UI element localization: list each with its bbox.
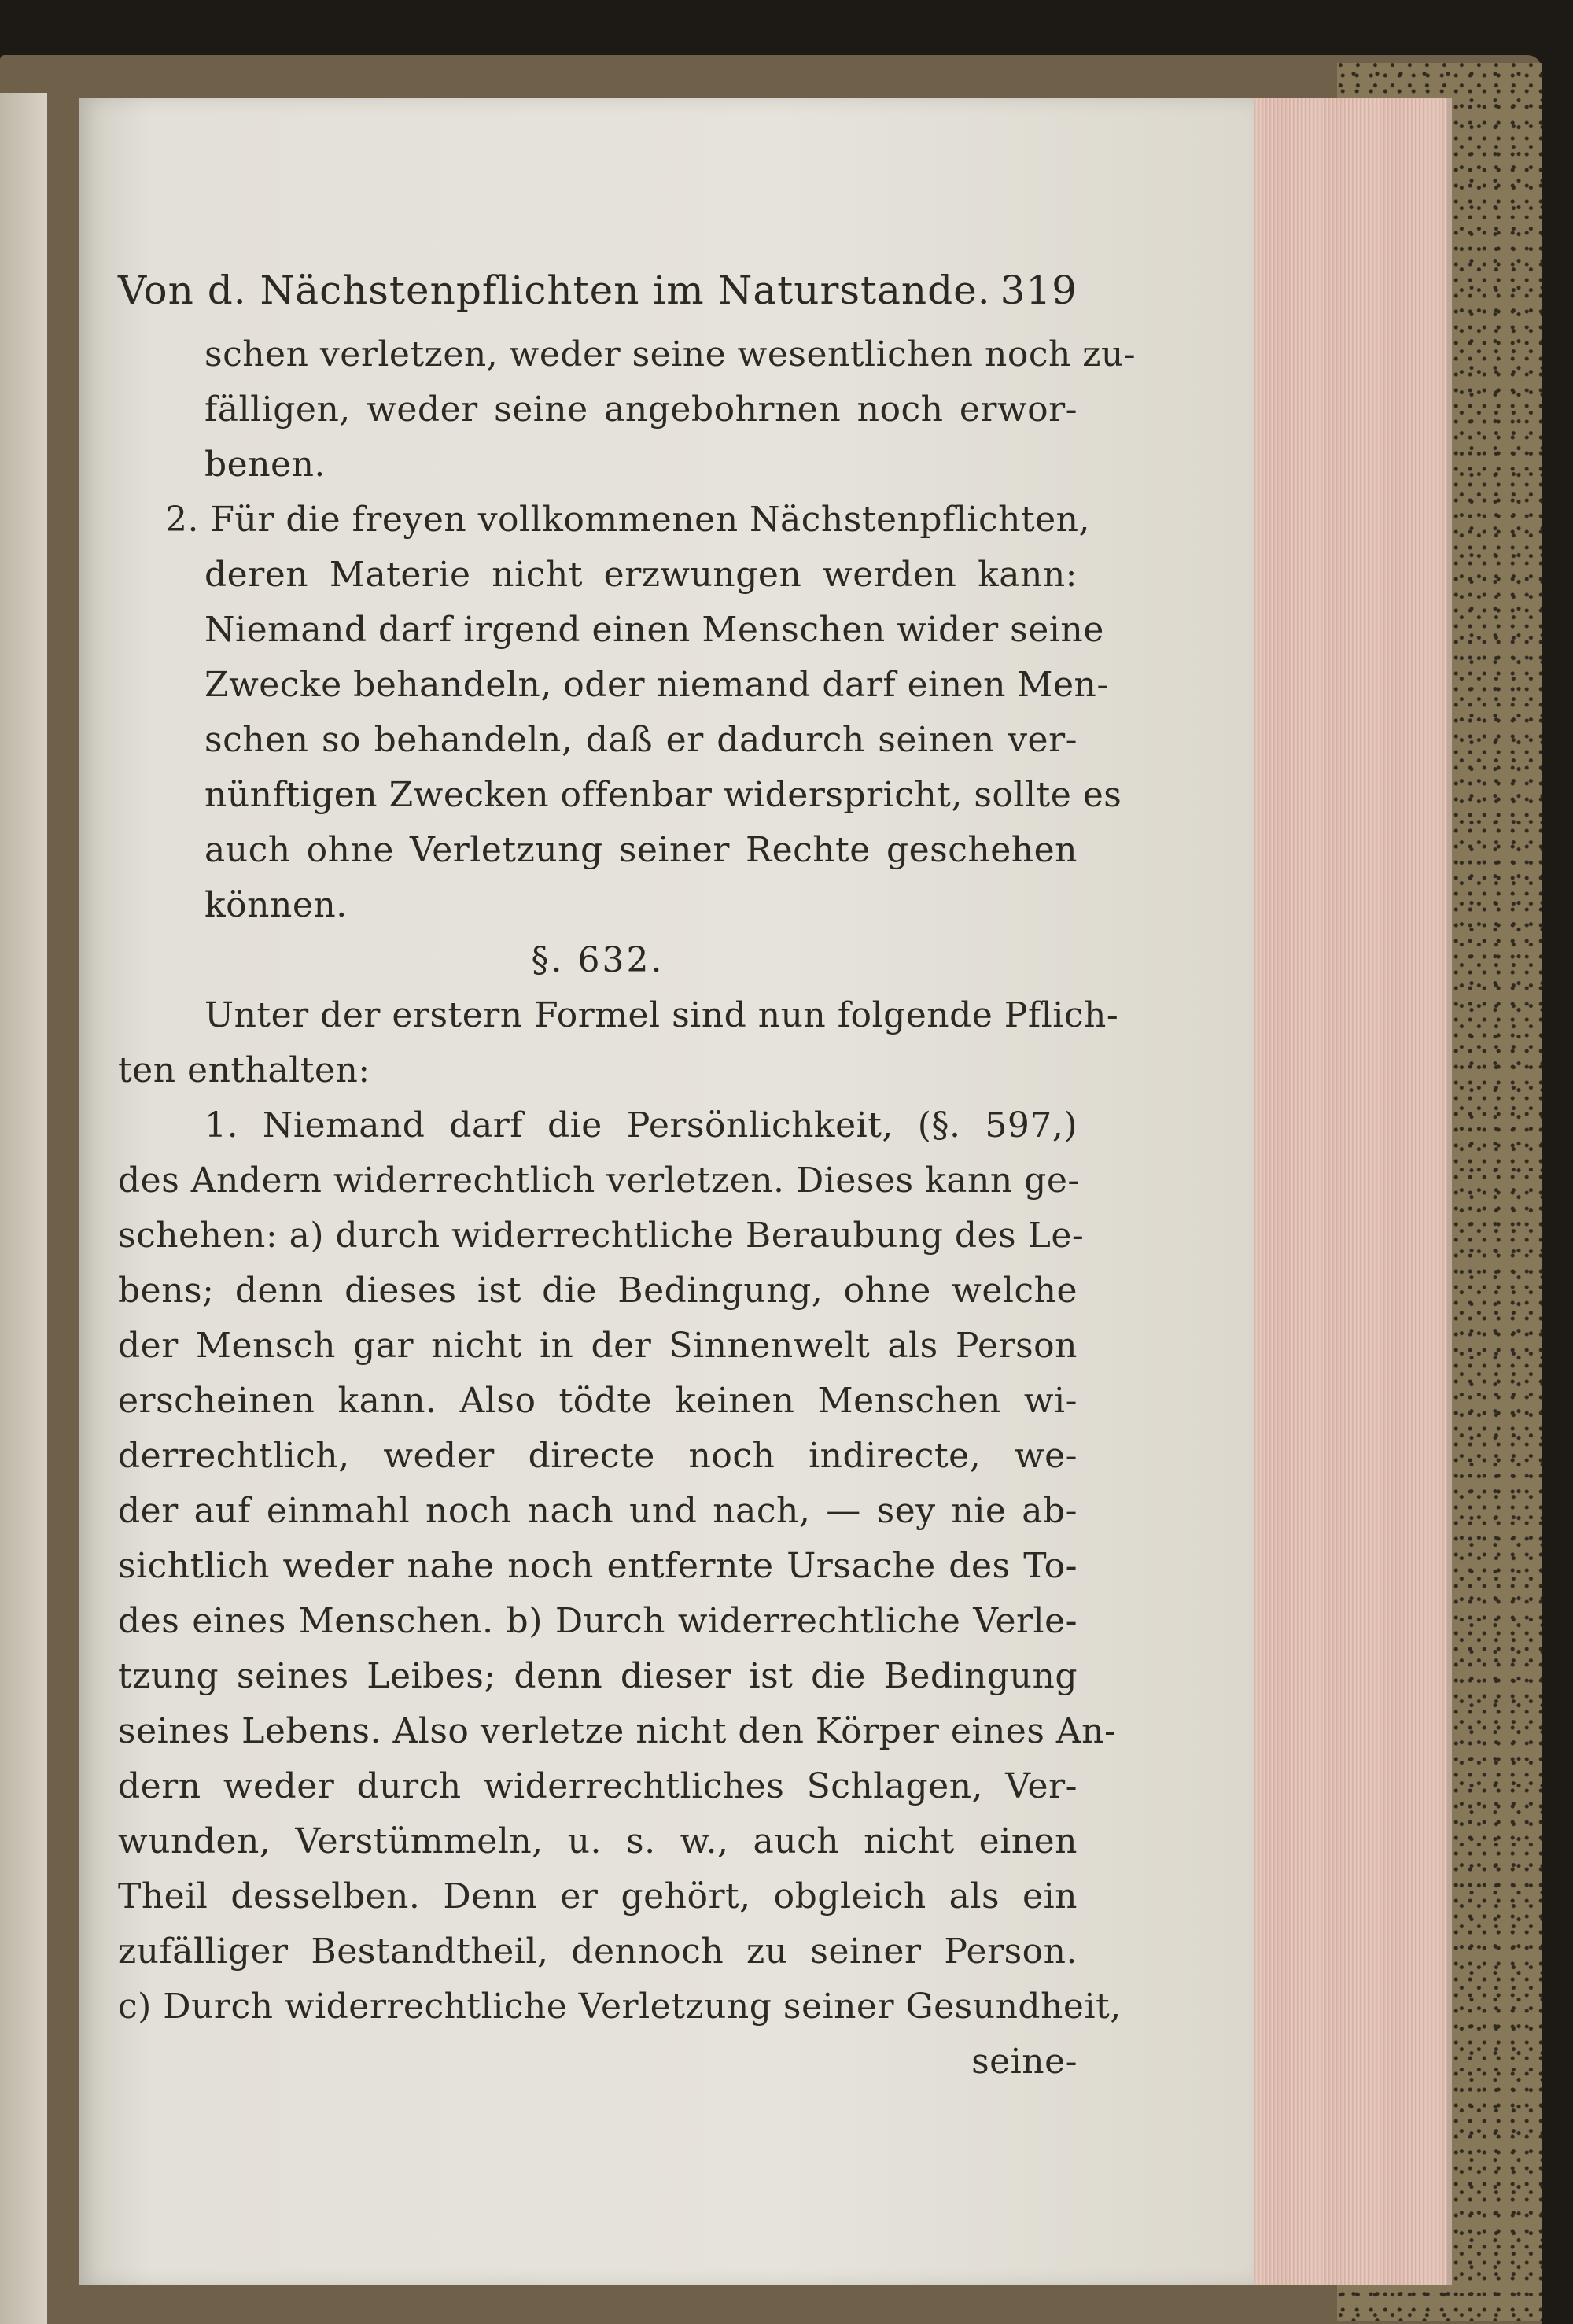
text-line: Unter der erstern Formel sind nun folgende Pflich- bbox=[204, 995, 1119, 1035]
text-line: ten enthalten: bbox=[118, 1050, 370, 1090]
text-line: 2. Für die freyen vollkommenen Nächstenpflichten, bbox=[165, 500, 1090, 540]
text-line: des Andern widerrechtlich verletzen. Dieses kann ge- bbox=[118, 1160, 1080, 1201]
running-header-title: Von d. Nächstenpflichten im Naturstande. bbox=[118, 267, 991, 313]
text-line: schehen: a) durch widerrechtliche Beraubung des Le- bbox=[118, 1215, 1085, 1256]
text-line: sichtlich weder nahe noch entfernte Ursache des To- bbox=[118, 1546, 1078, 1586]
text-line: Zwecke behandeln, oder niemand darf einen Men- bbox=[204, 665, 1109, 705]
text-line: derrechtlich, weder directe noch indirecte, we- bbox=[118, 1436, 1078, 1476]
text-line: Niemand darf irgend einen Menschen wider seine bbox=[204, 610, 1104, 650]
text-line: deren Materie nicht erzwungen werden kann: bbox=[204, 555, 1078, 595]
text-line: tzung seines Leibes; denn dieser ist die Bedingung bbox=[118, 1656, 1078, 1696]
page-number: 319 bbox=[1000, 267, 1078, 313]
catchword: seine- bbox=[971, 2042, 1078, 2082]
facing-page-edge bbox=[0, 93, 47, 2324]
text-line: wunden, Verstümmeln, u. s. w., auch nicht einen bbox=[118, 1821, 1078, 1861]
text-line: schen so behandeln, daß er dadurch seinen ver- bbox=[204, 720, 1078, 760]
text-line: des eines Menschen. b) Durch widerrechtliche Verle- bbox=[118, 1601, 1078, 1641]
page-text-block bbox=[118, 267, 1136, 2090]
text-line: seines Lebens. Also verletze nicht den Körper eines An- bbox=[118, 1711, 1117, 1751]
text-line: können. bbox=[204, 885, 348, 925]
text-line: benen. bbox=[204, 445, 326, 485]
text-line: zufälliger Bestandtheil, dennoch zu seiner Person. bbox=[118, 1931, 1078, 1972]
running-header bbox=[118, 267, 1078, 313]
text-line: fälligen, weder seine angebohrnen noch erwor- bbox=[204, 389, 1078, 430]
text-line: schen verletzen, weder seine wesentlichen noch zu- bbox=[204, 334, 1136, 374]
text-line: Theil desselben. Denn er gehört, obgleich als ein bbox=[118, 1876, 1078, 1916]
text-line: c) Durch widerrechtliche Verletzung seiner Gesundheit, bbox=[118, 1986, 1122, 2027]
text-line: der Mensch gar nicht in der Sinnenwelt als Person bbox=[118, 1326, 1078, 1366]
text-line: bens; denn dieses ist die Bedingung, ohne welche bbox=[118, 1271, 1078, 1311]
text-line: 1. Niemand darf die Persönlichkeit, (§. 597,) bbox=[204, 1105, 1078, 1145]
text-line: nünftigen Zwecken offenbar widerspricht, sollte es bbox=[204, 775, 1122, 815]
section-heading: §. 632. bbox=[531, 940, 665, 980]
text-line: dern weder durch widerrechtliches Schlagen, Ver- bbox=[118, 1766, 1078, 1806]
text-line: auch ohne Verletzung seiner Rechte geschehen bbox=[204, 830, 1078, 870]
text-line: erscheinen kann. Also tödte keinen Menschen wi- bbox=[118, 1381, 1078, 1421]
text-line: der auf einmahl noch nach und nach, — sey nie ab- bbox=[118, 1491, 1078, 1531]
page-stack-edge bbox=[1254, 98, 1452, 2285]
